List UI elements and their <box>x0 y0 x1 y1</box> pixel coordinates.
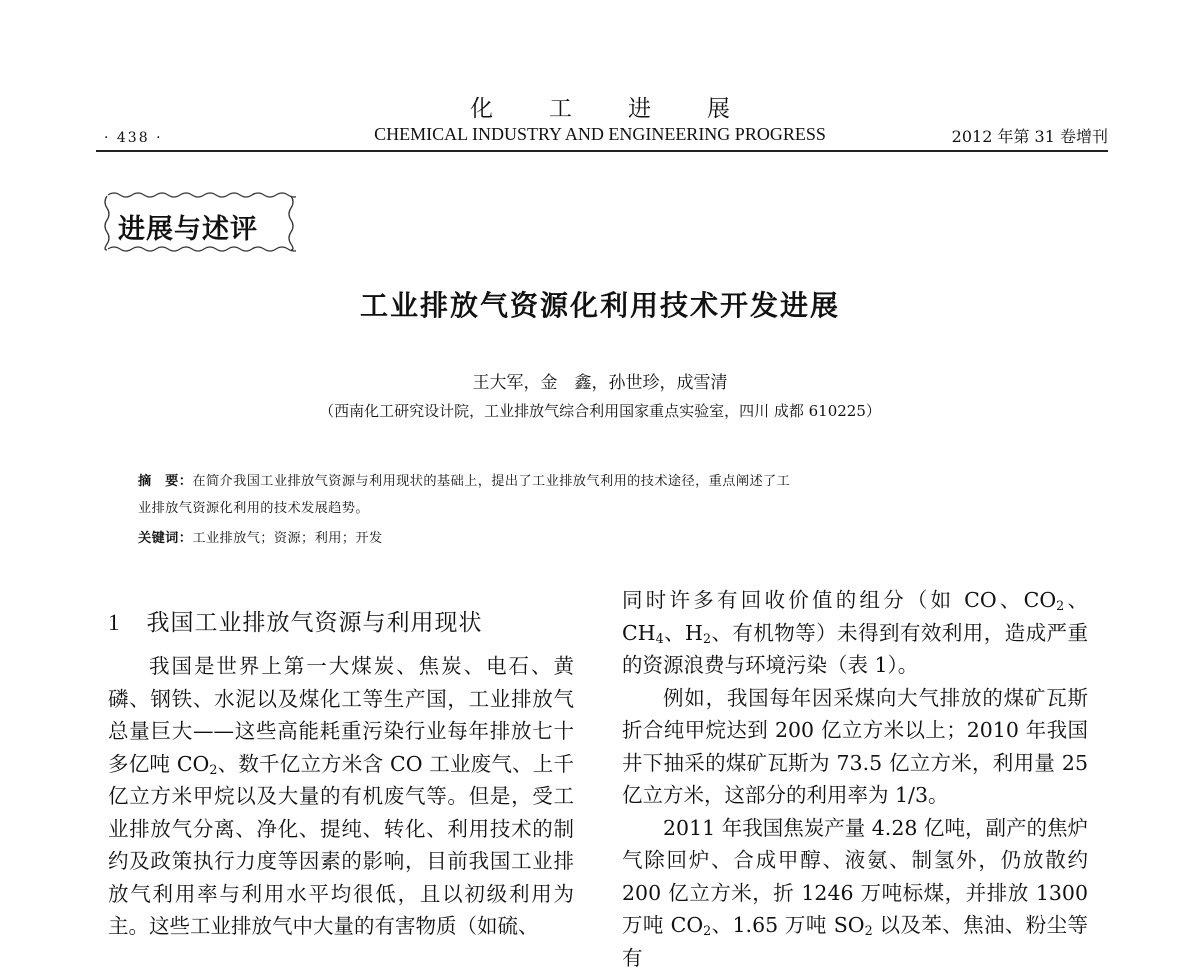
journal-char: 展 <box>707 90 730 123</box>
right-column <box>622 584 1088 974</box>
issue-info: 2012 年第 31 卷增刊 <box>952 124 1108 147</box>
keywords-line <box>138 527 383 546</box>
journal-title-cn <box>0 90 1200 123</box>
abstract-line <box>138 470 790 489</box>
section-heading <box>108 604 483 637</box>
affiliation: （西南化工研究设计院，工业排放气综合利用国家重点实验室，四川 成都 610225） <box>0 400 1200 421</box>
paragraph: 我国是世界上第一大煤炭、焦炭、电石、黄磷、钢铁、水泥以及煤化工等生产国，工业排放气总量巨大——这些高能耗重污染行业每年排放七十多亿吨 $CO_2$、数千亿立方米含 CO 工业废气、上千亿立方米甲烷以及大量的有机废气等。但是，受工业排放气分离、净化、提纯、转化、利用技术的制约及政策执行力度等因素的影响，目前我国工业排放气利用率与利用水平均很低，且以初级利用为主。这些工业排放气中大量的有害物质（如硫、 <box>108 650 574 943</box>
article-title: 工业排放气资源化利用技术开发进展 <box>0 284 1200 324</box>
keywords: 工业排放气；资源；利用；开发 <box>192 531 382 546</box>
paragraph: 例如，我国每年因采煤向大气排放的煤矿瓦斯折合纯甲烷达到 200 亿立方米以上；2010 年我国井下抽采的煤矿瓦斯为 73.5 亿立方米，利用量 25 亿立方米，这部分的利用率为 1/3。 <box>622 682 1088 812</box>
journal-char: 工 <box>549 90 572 123</box>
abstract-label: 摘 要： <box>138 474 192 489</box>
abstract-line: 业排放气资源化利用的技术发展趋势。 <box>138 497 369 516</box>
keywords-label: 关键词： <box>138 531 192 546</box>
abstract-text: 在简介我国工业排放气资源与利用现状的基础上，提出了工业排放气利用的技术途径，重点阐述了工 <box>192 474 790 489</box>
page-number: · 438 · <box>104 130 163 146</box>
paragraph: 2011 年我国焦炭产量 4.28 亿吨，副产的焦炉气除回炉、合成甲醇、液氨、制氢外，仍放散约 200 亿立方米，折 1246 万吨标煤，并排放 1300 万吨 $CO_2$、1.65 万吨 $SO_2$ 以及苯、焦油、粉尘等有 <box>622 812 1088 974</box>
section-badge: 进展与述评 <box>118 207 258 246</box>
left-column <box>108 650 574 943</box>
paragraph: 同时许多有回收价值的组分（如 CO、$CO_2$、$CH_4$、$H_2$、有机物等）未得到有效利用，造成严重的资源浪费与环境污染（表 1）。 <box>622 584 1088 682</box>
section-title: 我国工业排放气资源与利用现状 <box>147 610 483 636</box>
section-number: 1 <box>108 610 121 635</box>
header-rule <box>96 150 1108 152</box>
journal-char: 进 <box>628 90 651 123</box>
journal-title-en: CHEMICAL INDUSTRY AND ENGINEERING PROGRESS <box>0 124 1200 145</box>
authors: 王大军，金 鑫，孙世珍，成雪清 <box>0 368 1200 393</box>
journal-char: 化 <box>470 90 493 123</box>
